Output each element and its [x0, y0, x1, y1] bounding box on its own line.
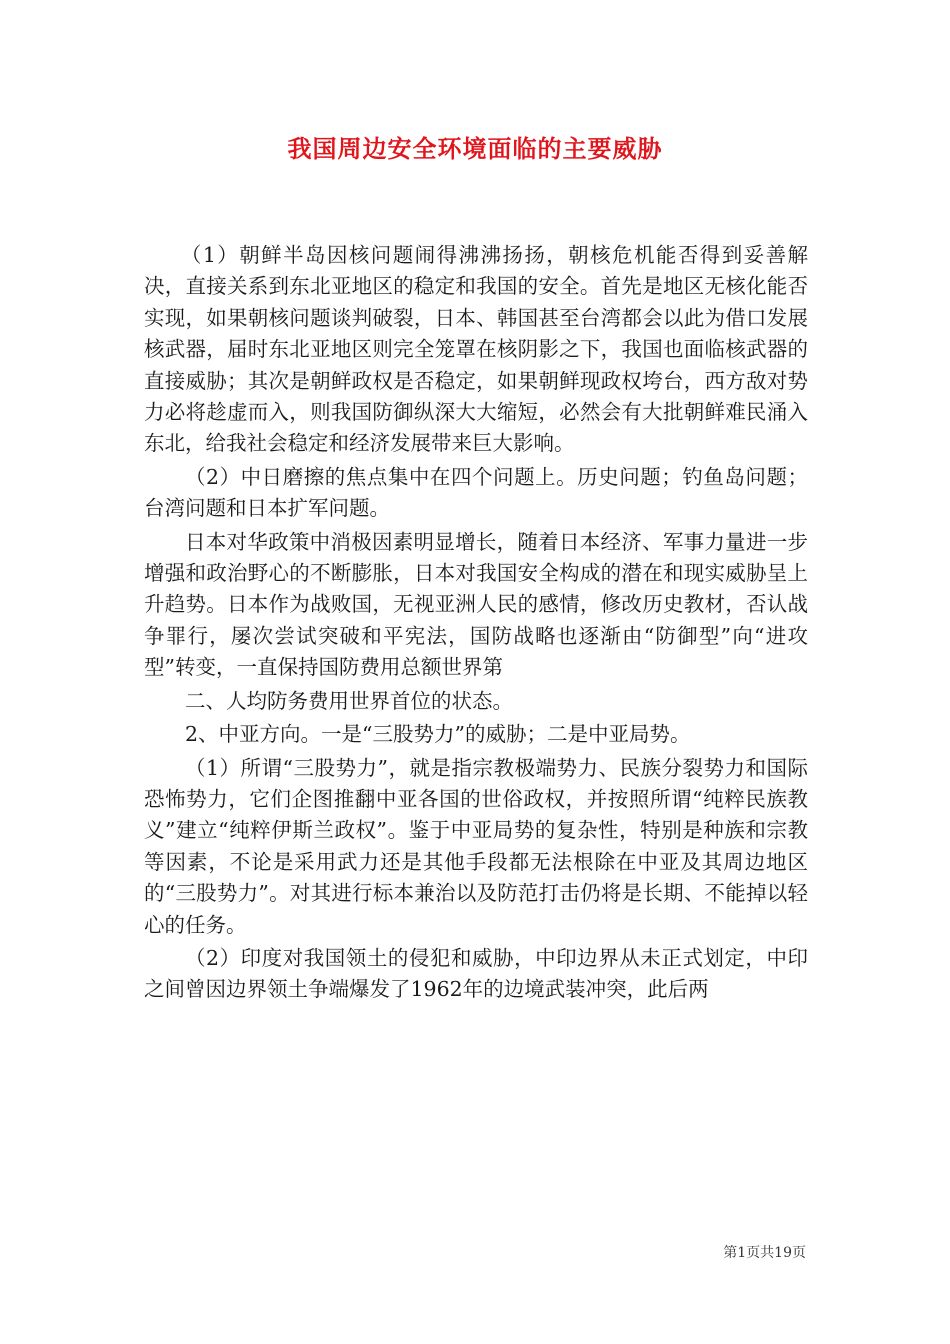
paragraph-japan-policy: 日本对华政策中消极因素明显增长，随着日本经济、军事力量进一步增强和政治野心的不断膨胀，日本对我国安全构成的潜在和现实威胁呈上升趋势。日本作为战败国，无视亚洲人民的感情，修改历史教材，否认战争罪行，屡次尝试突破和平宪法，国防战略也逐渐由“防御型”向“进攻型”转变，一直保持国防费用总额世界第 [144, 529, 808, 680]
paragraph-india: （2）印度对我国领土的侵犯和威胁，中印边界从未正式划定，中印之间曾因边界领土争端爆发了1962年的边境武装冲突，此后两 [144, 945, 808, 1002]
page-number: 第1页共19页 [723, 1245, 806, 1261]
document-title: 我国周边安全环境面临的主要威胁 [287, 134, 663, 163]
paragraph-three-forces: （1）所谓“三股势力”，就是指宗教极端势力、民族分裂势力和国际恐怖势力，它们企图推翻中亚各国的世俗政权，并按照所谓“纯粹民族教义”建立“纯粹伊斯兰政权”。鉴于中亚局势的复杂性，特别是种族和宗教等因素，不论是采用武力还是其他手段都无法根除在中亚及其周边地区的“三股势力”。对其进行标本兼治以及防范打击仍将是长期、不能掉以轻心的任务。 [144, 755, 808, 937]
document-body [144, 240, 808, 1006]
paragraph-korea: （1）朝鲜半岛因核问题闹得沸沸扬扬，朝核危机能否得到妥善解决，直接关系到东北亚地区的稳定和我国的安全。首先是地区无核化能否实现，如果朝核问题谈判破裂，日本、韩国甚至台湾都会以此为借口发展核武器，届时东北亚地区则完全笼罩在核阴影之下，我国也面临核武器的直接威胁；其次是朝鲜政权是否稳定，如果朝鲜现政权垮台，西方敌对势力必将趁虚而入，则我国防御纵深大大缩短，必然会有大批朝鲜难民涌入东北，给我社会稳定和经济发展带来巨大影响。 [144, 243, 808, 456]
paragraph-defense-spending: 二、人均防务费用世界首位的状态。 [185, 688, 513, 713]
paragraph-sino-japan: （2）中日磨擦的焦点集中在四个问题上。历史问题；钓鱼岛问题；台湾问题和日本扩军问题。 [144, 464, 808, 521]
paragraph-central-asia: 2、中亚方向。一是“三股势力”的威胁；二是中亚局势。 [185, 722, 691, 747]
